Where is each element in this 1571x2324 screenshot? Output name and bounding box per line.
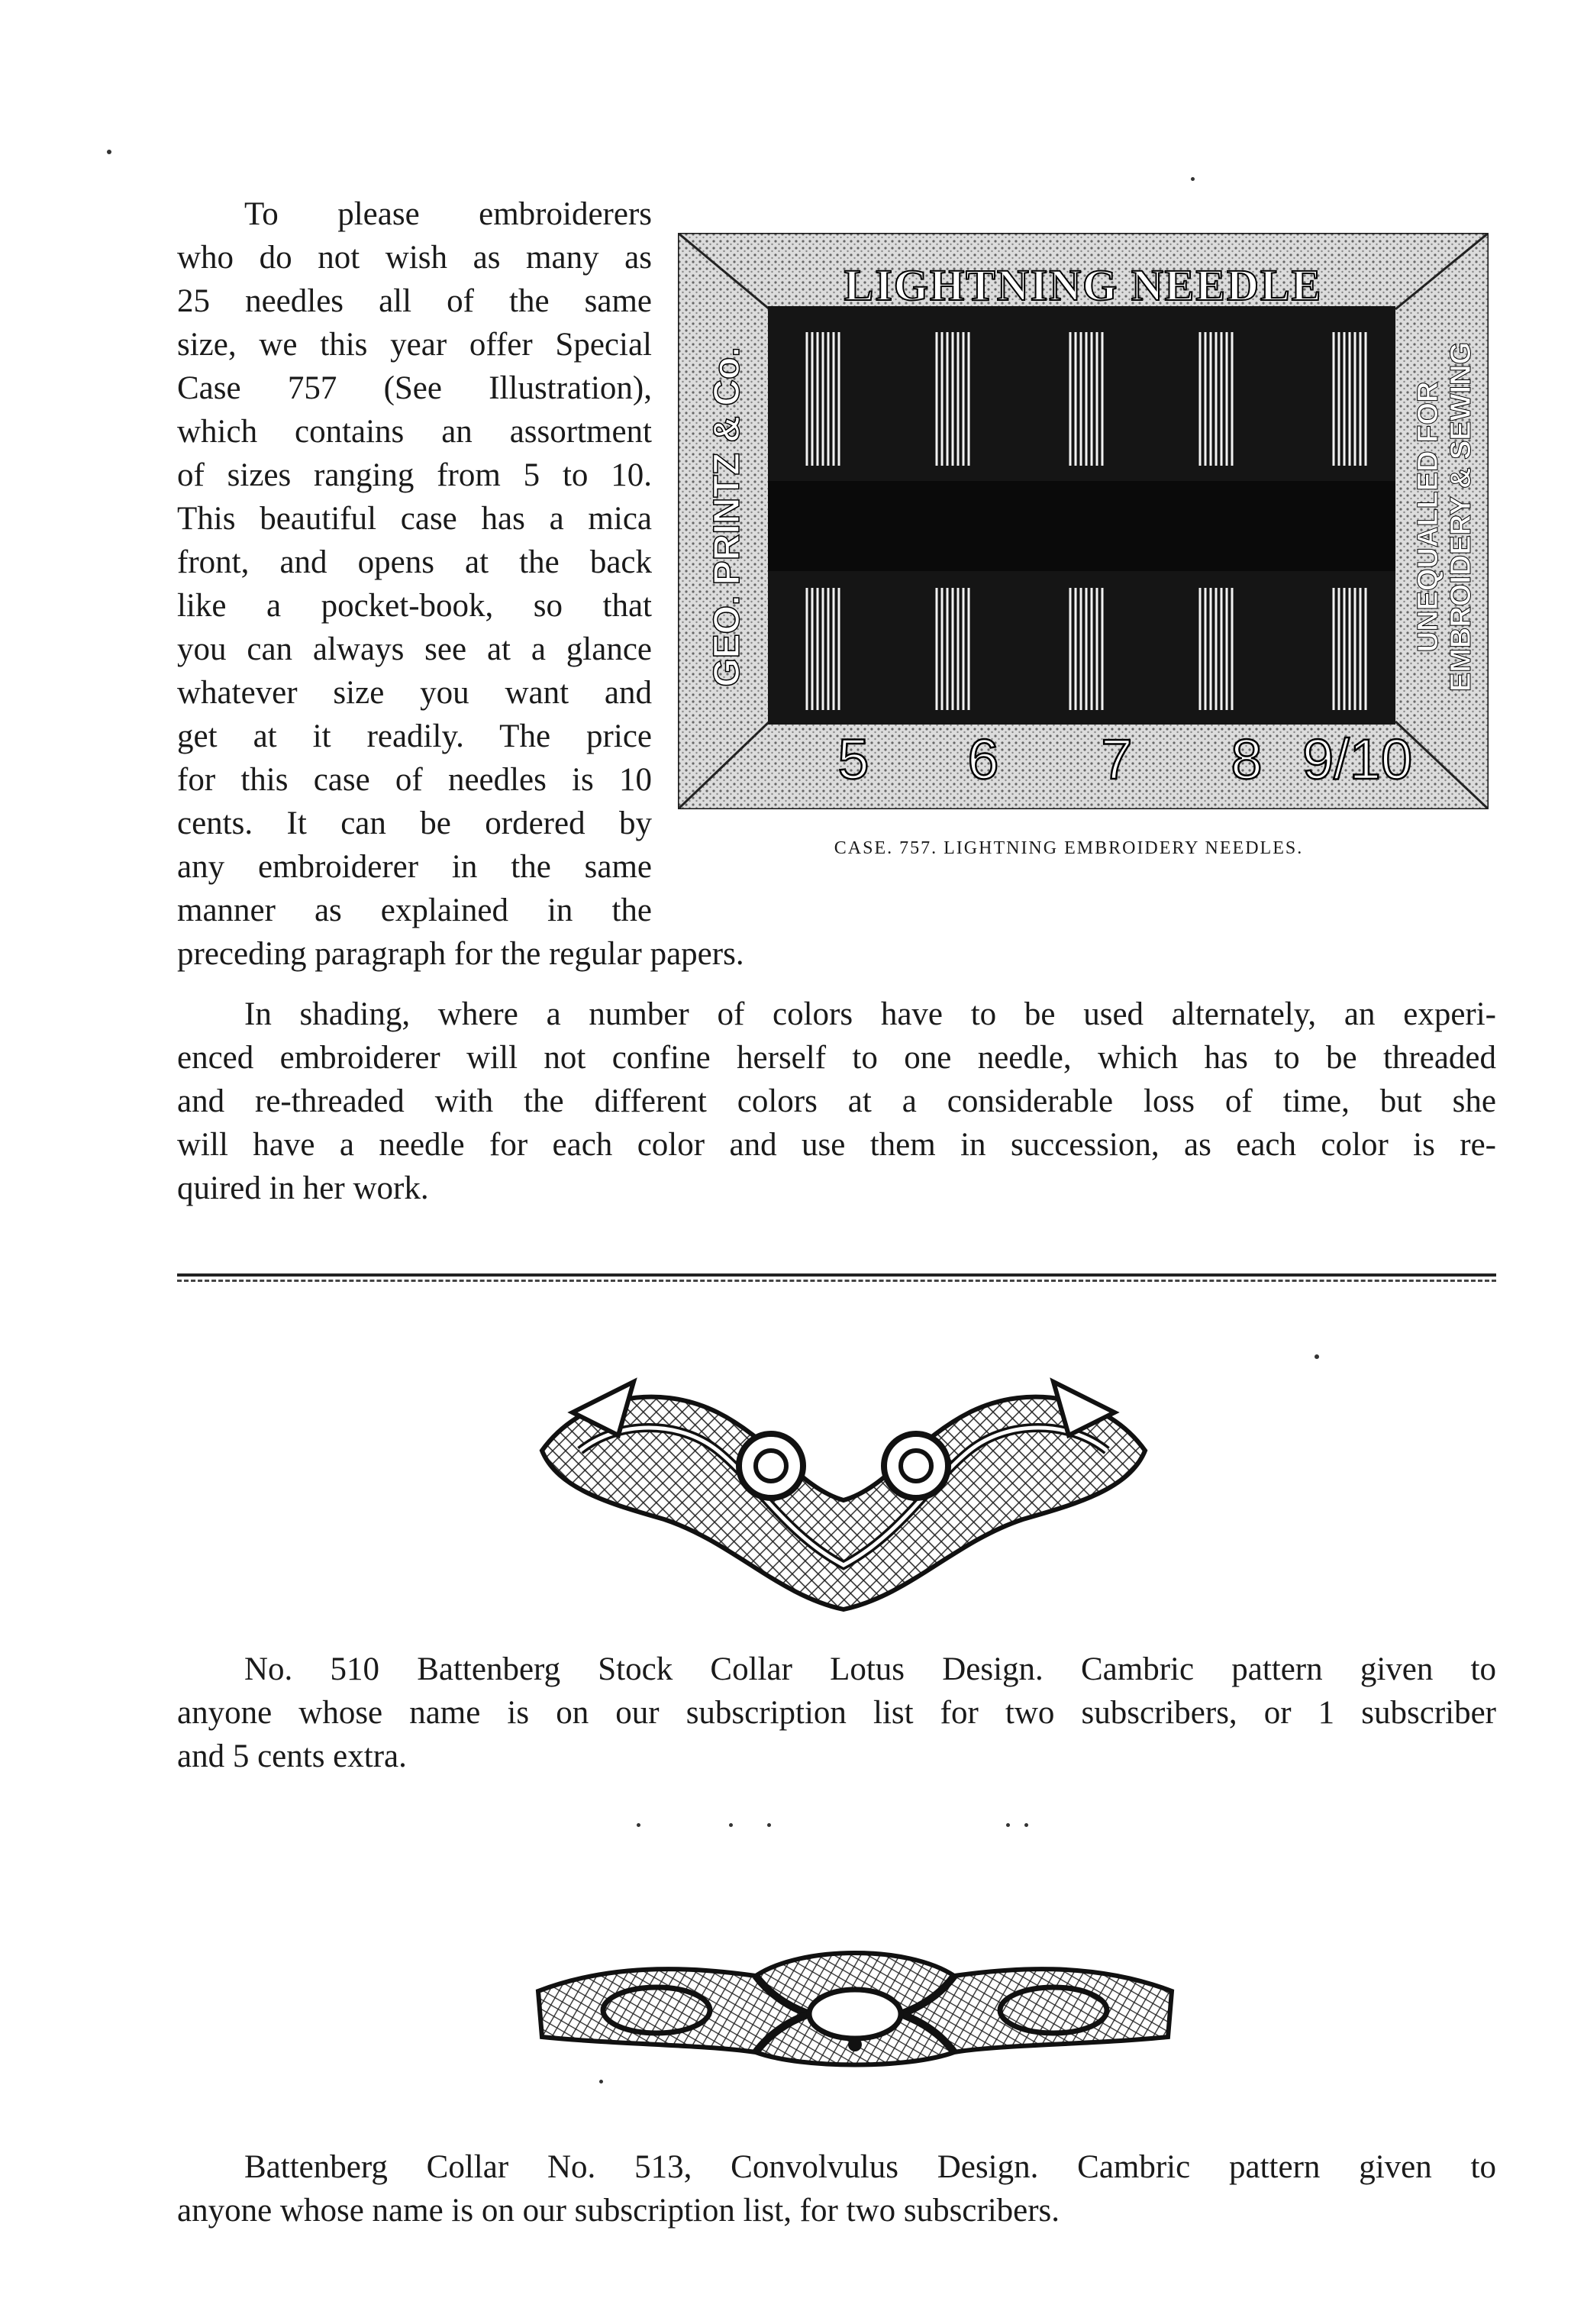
paragraph-line: who do not wish as many as: [177, 240, 652, 276]
ink-speck: [599, 2080, 603, 2084]
paragraph-line: which contains an assortment: [177, 414, 652, 450]
paragraph-line: like a pocket-book, so that: [177, 588, 652, 624]
case-right-label-line1: UNEQUALLED FOR: [1412, 381, 1444, 653]
needle-case-caption: CASE. 757. LIGHTNING EMBROIDERY NEEDLES.: [834, 838, 1304, 858]
ink-speck: [1191, 177, 1195, 181]
case-right-label-line2: EMBROIDERY & SEWING: [1445, 341, 1477, 692]
paragraph-line: Battenberg Collar No. 513, Convolvulus Design. Cambric pattern given to: [244, 2149, 1496, 2185]
case-middle-band: [768, 481, 1395, 571]
collar-swirl: [884, 1434, 948, 1498]
collar-510-caption: [177, 1648, 1496, 1778]
ink-speck: [637, 1823, 640, 1827]
ink-speck: [107, 150, 111, 154]
convolvulus-collar-illustration: [527, 1938, 1183, 2069]
paragraph-line: front, and opens at the back: [177, 544, 652, 580]
paragraph-line: get at it readily. The price: [177, 718, 652, 754]
paragraph-line: will have a needle for each color and use them in succession, as each color is re-: [177, 1127, 1496, 1163]
case-size-label: 9/10: [1302, 728, 1413, 791]
case-left-label: GEO. PRINTZ & Co.: [707, 347, 747, 687]
paragraph-line: anyone whose name is on our subscription list for two subscribers, or 1 subscriber: [177, 1695, 1496, 1731]
case-size-label: 7: [1101, 728, 1133, 791]
collar-swirl: [739, 1434, 803, 1498]
paragraph-line: you can always see at a glance: [177, 631, 652, 667]
case-top-label: LIGHTNING NEEDLE: [844, 260, 1323, 310]
ink-speck: [1006, 1823, 1010, 1827]
paragraph-line: and re-threaded with the different colors at a considerable loss of time, but she: [177, 1083, 1496, 1119]
paragraph-line: preceding paragraph for the regular papers.: [177, 936, 744, 972]
ink-speck: [767, 1823, 771, 1827]
paragraph-line: enced embroiderer will not confine herself to one needle, which has to be threaded: [177, 1040, 1496, 1076]
paragraph-line: any embroiderer in the same: [177, 849, 652, 885]
ink-speck: [1315, 1354, 1319, 1359]
collar-center-bead: [848, 2038, 862, 2051]
ink-speck: [729, 1823, 733, 1827]
paragraph-line: manner as explained in the: [177, 892, 652, 928]
paragraph-line: This beautiful case has a mica: [177, 501, 652, 537]
paragraph-line: To please embroiderers: [244, 196, 652, 232]
section-divider: [177, 1273, 1496, 1277]
paragraph-line: size, we this year offer Special: [177, 327, 652, 363]
needle-case-illustration: [678, 233, 1489, 809]
paragraph-line: whatever size you want and: [177, 675, 652, 711]
paragraph-line: anyone whose name is on our subscription list, for two subscribers.: [177, 2193, 1060, 2229]
paragraph-line: In shading, where a number of colors have to be used alternately, an experi-: [244, 996, 1496, 1032]
paragraph-line: of sizes ranging from 5 to 10.: [177, 457, 652, 493]
collar-513-caption: [177, 2145, 1496, 2232]
collar-ring: [809, 1990, 901, 2038]
paragraph-line: quired in her work.: [177, 1170, 429, 1206]
case-size-label: 6: [967, 728, 999, 791]
ink-speck: [1024, 1823, 1028, 1827]
paragraph-line: and 5 cents extra.: [177, 1738, 407, 1774]
case-size-label: 5: [837, 728, 869, 791]
paragraph-line: for this case of needles is 10: [177, 762, 652, 798]
section-divider-dashed: [177, 1280, 1496, 1282]
paragraph-line: cents. It can be ordered by: [177, 805, 652, 841]
paragraph-line: No. 510 Battenberg Stock Collar Lotus Design. Cambric pattern given to: [244, 1651, 1496, 1687]
paragraph-line: Case 757 (See Illustration),: [177, 370, 652, 406]
case-size-label: 8: [1231, 728, 1263, 791]
paragraph-line: 25 needles all of the same: [177, 283, 652, 319]
shading-paragraph: [177, 993, 1496, 1210]
lotus-collar-illustration: [527, 1367, 1160, 1619]
